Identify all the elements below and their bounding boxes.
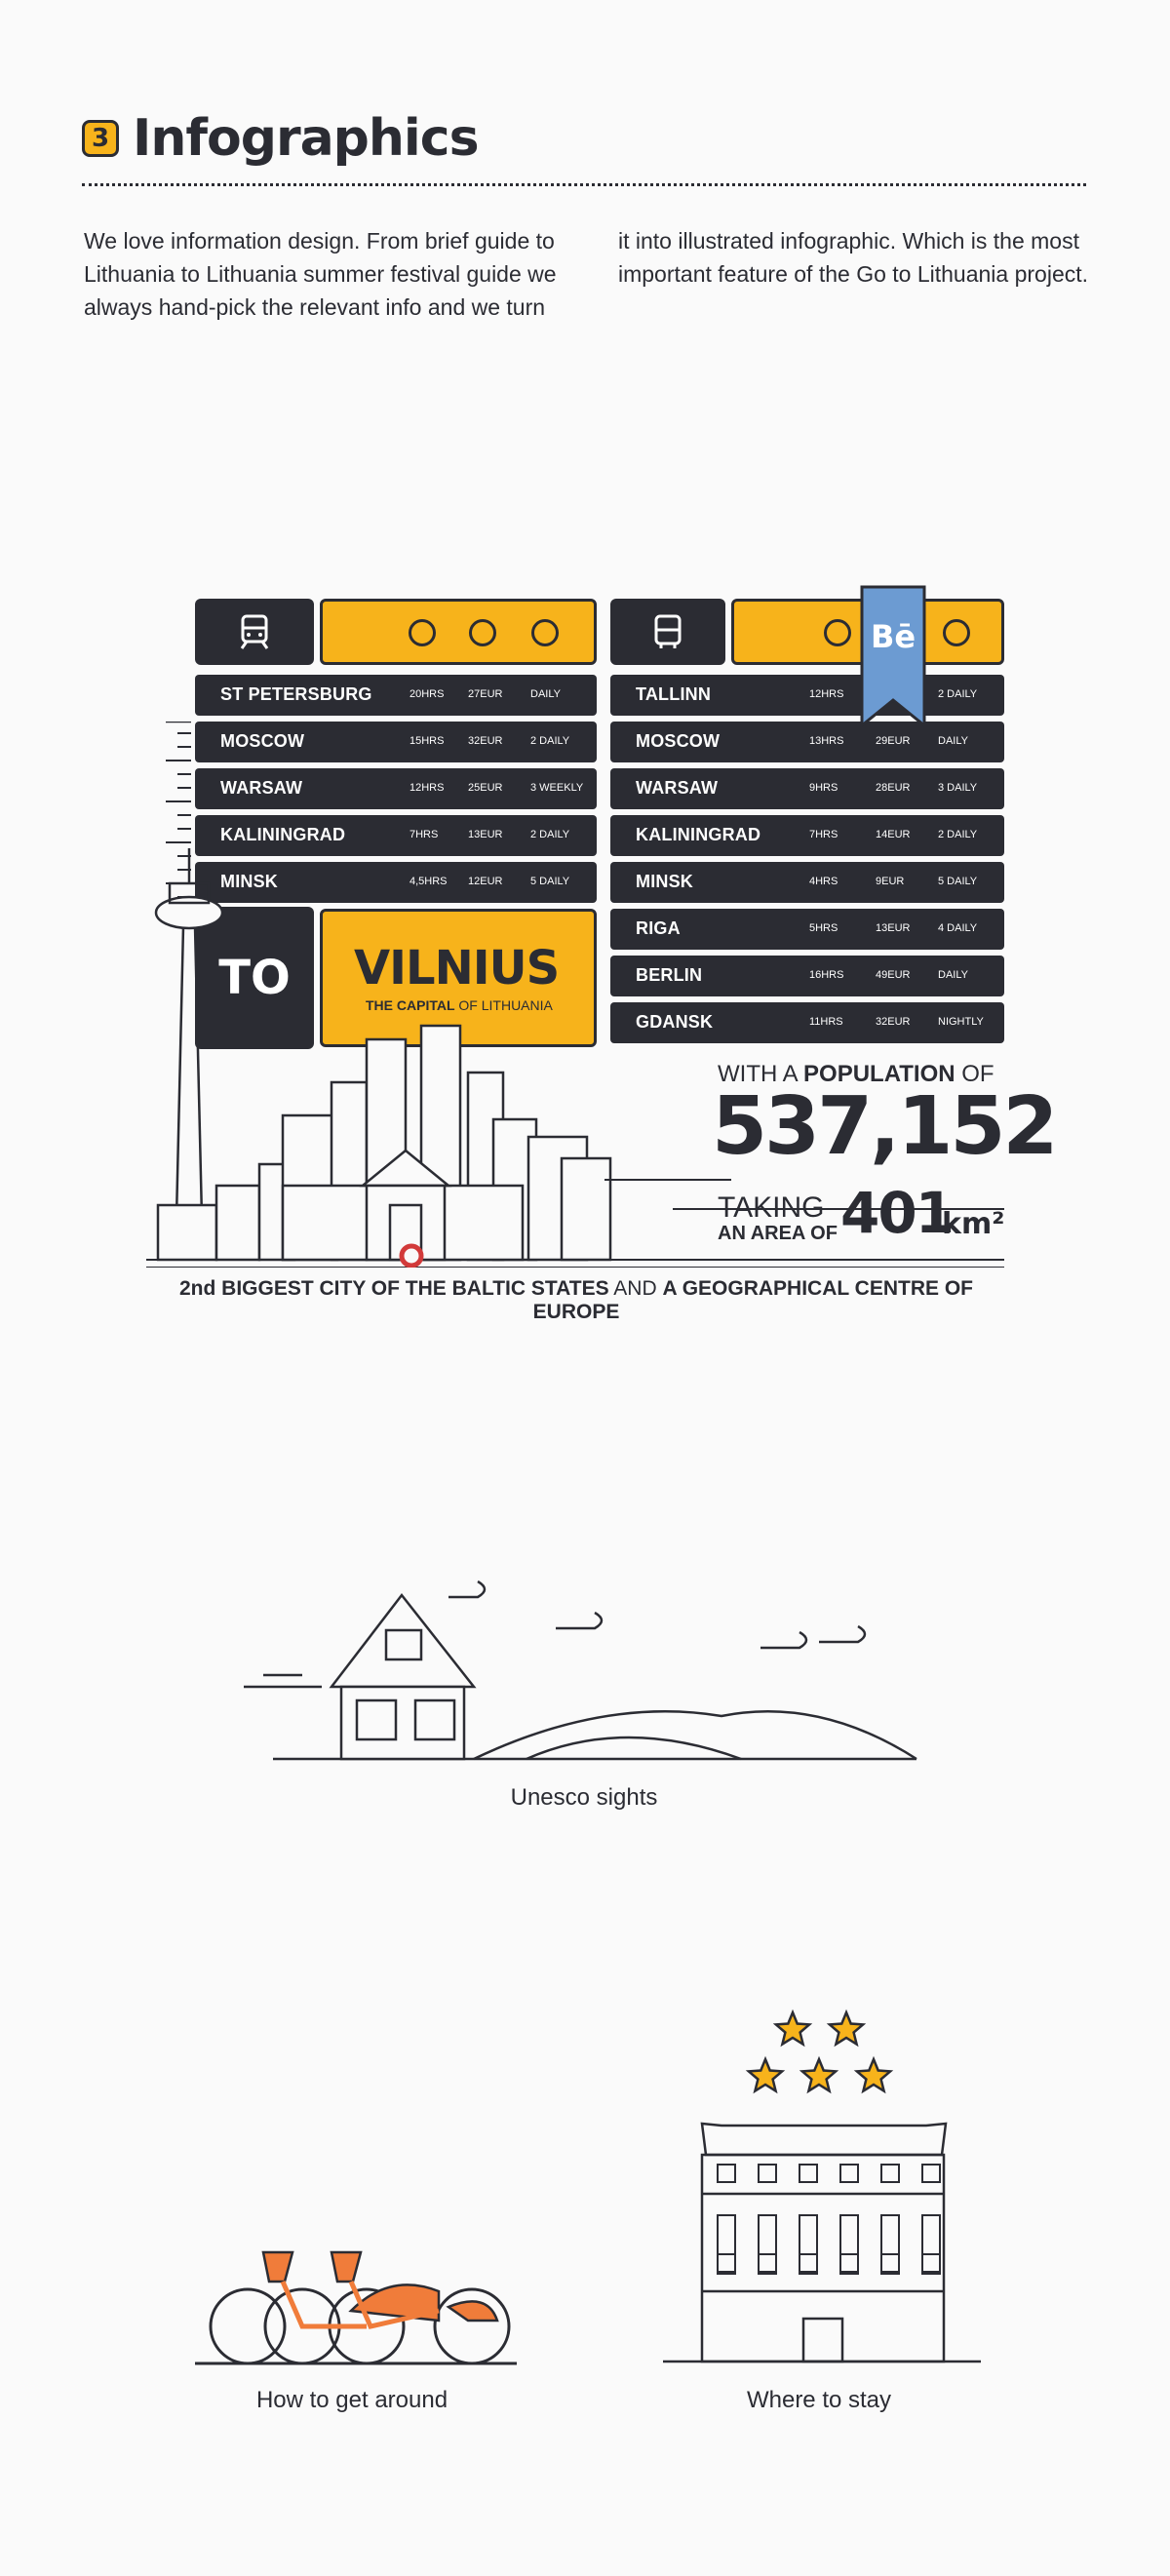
row-freq: 2 DAILY (938, 688, 978, 700)
row-city: RIGA (636, 918, 681, 938)
row-price: 12EUR (468, 876, 503, 887)
row-freq: 5 DAILY (530, 876, 570, 887)
unesco-caption: Unesco sights (510, 1784, 658, 1811)
row-price: 13EUR (468, 829, 503, 840)
hotel-illustration (663, 2009, 985, 2369)
star-icon (802, 2059, 836, 2091)
train-icon (238, 614, 271, 649)
section-number-badge: 3 (82, 120, 119, 157)
row-freq: 3 WEEKLY (530, 782, 584, 794)
row-price: 14EUR (876, 829, 911, 840)
row-city: KALININGRAD (220, 825, 346, 844)
section-title: Infographics (133, 109, 479, 168)
behance-badge[interactable] (860, 585, 926, 727)
row-time: 15HRS (410, 735, 445, 747)
row-city: KALININGRAD (636, 825, 761, 844)
star-icon (857, 2059, 890, 2091)
row-time: 7HRS (410, 829, 439, 840)
divider (82, 183, 1086, 186)
train-board-header (320, 599, 597, 665)
row-city: ST PETERSBURG (220, 684, 372, 704)
row-price: 29EUR (876, 735, 911, 747)
row-city: TALLINN (636, 684, 712, 704)
to-label: TO (195, 907, 314, 1049)
row-time: 13HRS (809, 735, 844, 747)
row-time: 7HRS (809, 829, 838, 840)
row-freq: 5 DAILY (938, 876, 978, 887)
clock-icon (409, 619, 436, 646)
row-freq: 4 DAILY (938, 922, 978, 934)
row-time: 12HRS (809, 688, 844, 700)
unesco-illustration (234, 1570, 936, 1765)
row-price: 13EUR (876, 922, 911, 934)
area-label-1: TAKING (718, 1191, 825, 1224)
row-freq: 2 DAILY (938, 829, 978, 840)
row-freq: DAILY (938, 969, 968, 981)
frequency-icon (531, 619, 559, 646)
row-price: 32EUR (468, 735, 503, 747)
row-time: 4,5HRS (410, 876, 448, 887)
population-label: WITH A POPULATION OF (718, 1061, 994, 1087)
bikes-illustration (195, 2213, 526, 2369)
row-time: 5HRS (809, 922, 838, 934)
stay-caption: Where to stay (746, 2387, 892, 2413)
row-city: WARSAW (220, 778, 303, 798)
row-price: 27EUR (468, 688, 503, 700)
schedule-row (610, 675, 1004, 716)
frequency-icon (943, 619, 970, 646)
area-value: 401 (840, 1180, 954, 1246)
row-freq: NIGHTLY (938, 1016, 984, 1028)
row-time: 11HRS (809, 1016, 843, 1028)
transport-caption: How to get around (255, 2387, 448, 2413)
star-icon (830, 2012, 863, 2045)
row-time: 20HRS (410, 688, 445, 700)
star-icon (749, 2059, 782, 2091)
city-subtitle: THE CAPITAL OF LITHUANIA (366, 997, 553, 1013)
location-marker-icon (402, 1246, 421, 1266)
row-freq: 3 DAILY (938, 782, 978, 794)
population-value: 537,152 (712, 1080, 1056, 1173)
tagline: 2nd BIGGEST CITY OF THE BALTIC STATES AND A GEOGRAPHICAL CENTRE OF EUROPE (178, 1277, 973, 1323)
row-time: 4HRS (809, 876, 838, 887)
ticket-icon (469, 619, 496, 646)
row-price: 9EUR (876, 876, 905, 887)
area-unit: km² (942, 1207, 1005, 1241)
bus-icon (651, 614, 684, 649)
intro-right: it into illustrated infographic. Which is the most important feature of the Go to Lithuania project. (618, 228, 1089, 287)
area-label-2: AN AREA OF (718, 1223, 838, 1244)
row-price: 25EUR (468, 782, 503, 794)
intro-left: We love information design. From brief guide to Lithuania to Lithuania summer festival guide we always hand-pick the relevant info and we turn (84, 228, 557, 320)
row-time: 12HRS (410, 782, 445, 794)
clock-icon (824, 619, 851, 646)
row-city: GDANSK (636, 1012, 714, 1032)
row-city: WARSAW (636, 778, 719, 798)
schedule-row (195, 675, 597, 716)
bus-board-head (610, 599, 725, 665)
city-name: VILNIUS (354, 941, 560, 995)
row-city: MOSCOW (220, 731, 305, 751)
row-freq: DAILY (530, 688, 561, 700)
row-time: 9HRS (809, 782, 838, 794)
row-freq: DAILY (938, 735, 968, 747)
row-city: MINSK (220, 872, 278, 891)
row-time: 16HRS (809, 969, 844, 981)
row-price: 32EUR (876, 1016, 911, 1028)
row-city: BERLIN (636, 965, 703, 985)
row-city: MOSCOW (636, 731, 721, 751)
section-header (82, 109, 479, 168)
row-price: 49EUR (876, 969, 911, 981)
row-freq: 2 DAILY (530, 735, 570, 747)
row-city: MINSK (636, 872, 693, 891)
row-freq: 2 DAILY (530, 829, 570, 840)
train-board-head (195, 599, 314, 665)
star-icon (776, 2012, 809, 2045)
behance-logo[interactable]: Bē (870, 618, 916, 655)
row-price: 28EUR (876, 782, 911, 794)
